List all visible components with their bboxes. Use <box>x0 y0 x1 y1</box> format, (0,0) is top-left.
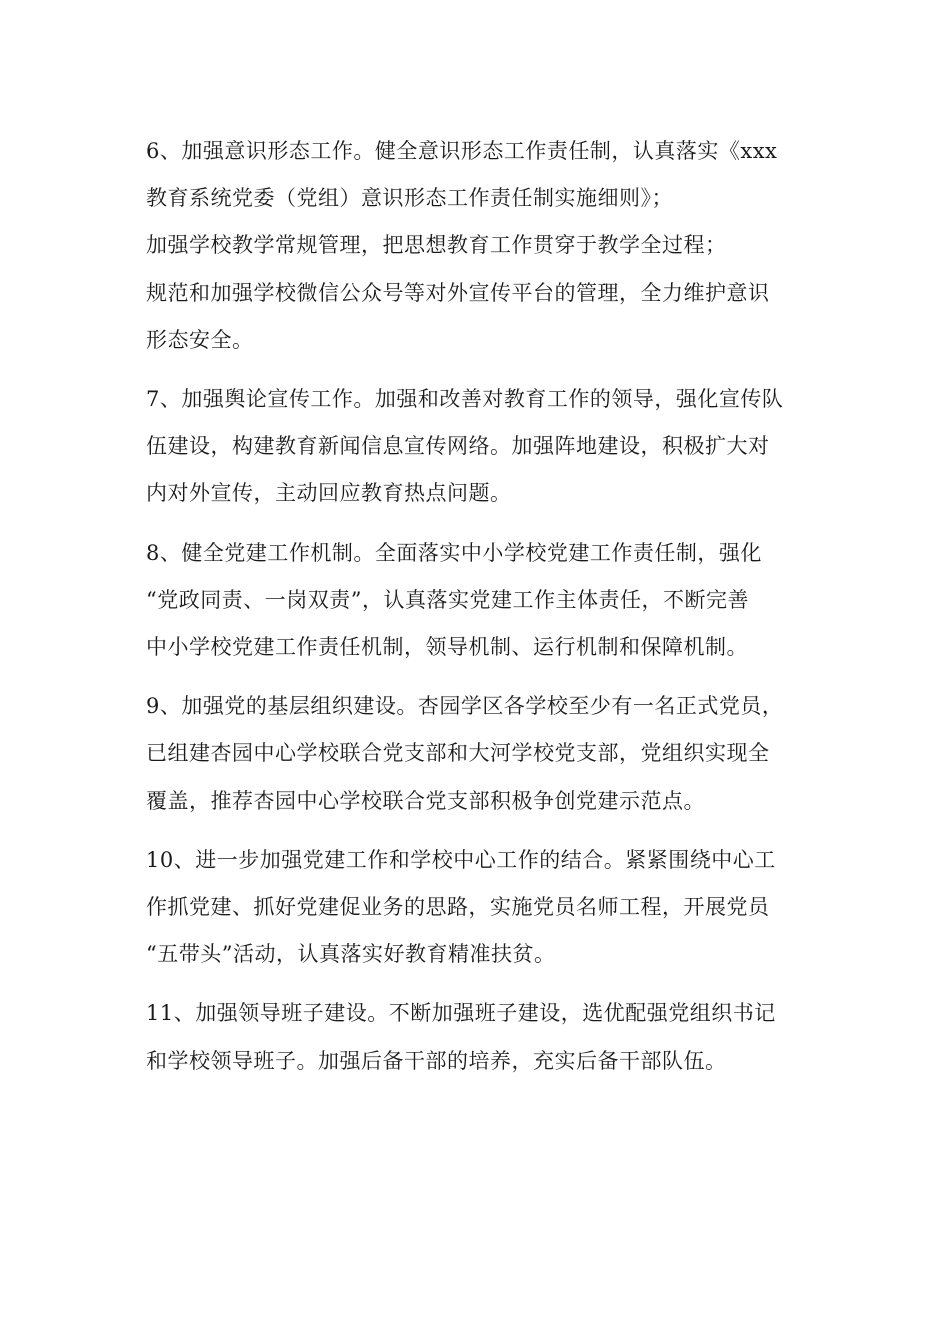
paragraph-integration <box>146 837 811 979</box>
text-line: 覆盖，推荐杏园中心学校联合党支部积极争创党建示范点。 <box>146 788 705 813</box>
text-line: 已组建杏园中心学校联合党支部和大河学校党支部，党组织实现全 <box>146 741 770 766</box>
paragraph-party-mechanism <box>146 530 811 672</box>
text-line: 6、加强意识形态工作。健全意识形态工作责任制，认真落实《xxx <box>146 139 778 163</box>
text-line: 和学校领导班子。加强后备干部的培养，充实后备干部队伍。 <box>146 1048 727 1073</box>
text-line: “党政同责、一岗双责”，认真落实党建工作主体责任，不断完善 <box>146 587 749 612</box>
paragraph-ideology <box>146 128 811 364</box>
text-line: 作抓党建、抓好党建促业务的思路，实施党员名师工程，开展党员 <box>146 895 770 920</box>
text-line: 内对外宣传，主动回应教育热点问题。 <box>146 481 512 506</box>
text-line: 8、健全党建工作机制。全面落实中小学校党建工作责任制，强化 <box>146 540 762 565</box>
text-line: 9、加强党的基层组织建设。杏园学区各学校至少有一名正式党员， <box>146 694 784 719</box>
text-line: 中小学校党建工作责任机制，领导机制、运行机制和保障机制。 <box>146 635 748 660</box>
text-line: 10、进一步加强党建工作和学校中心工作的结合。紧紧围绕中心工 <box>146 847 776 872</box>
text-line: 规范和加强学校微信公众号等对外宣传平台的管理，全力维护意识 <box>146 280 770 305</box>
paragraph-leadership <box>146 990 811 1084</box>
text-line: 加强学校教学常规管理，把思想教育工作贯穿于教学全过程； <box>146 233 727 258</box>
text-line: 形态安全。 <box>146 327 254 352</box>
text-line: 11、加强领导班子建设。不断加强班子建设，选优配强党组织书记 <box>146 1001 776 1026</box>
text-line: “五带头”活动，认真落实好教育精准扶贫。 <box>146 942 556 967</box>
paragraph-grassroots <box>146 683 811 825</box>
paragraph-publicity <box>146 376 811 518</box>
text-line: 伍建设，构建教育新闻信息宣传网络。加强阵地建设，积极扩大对 <box>146 434 770 459</box>
text-line: 7、加强舆论宣传工作。加强和改善对教育工作的领导，强化宣传队 <box>146 387 784 412</box>
document-body <box>146 128 811 1097</box>
text-line: 教育系统党委（党组）意识形态工作责任制实施细则》； <box>146 186 673 211</box>
